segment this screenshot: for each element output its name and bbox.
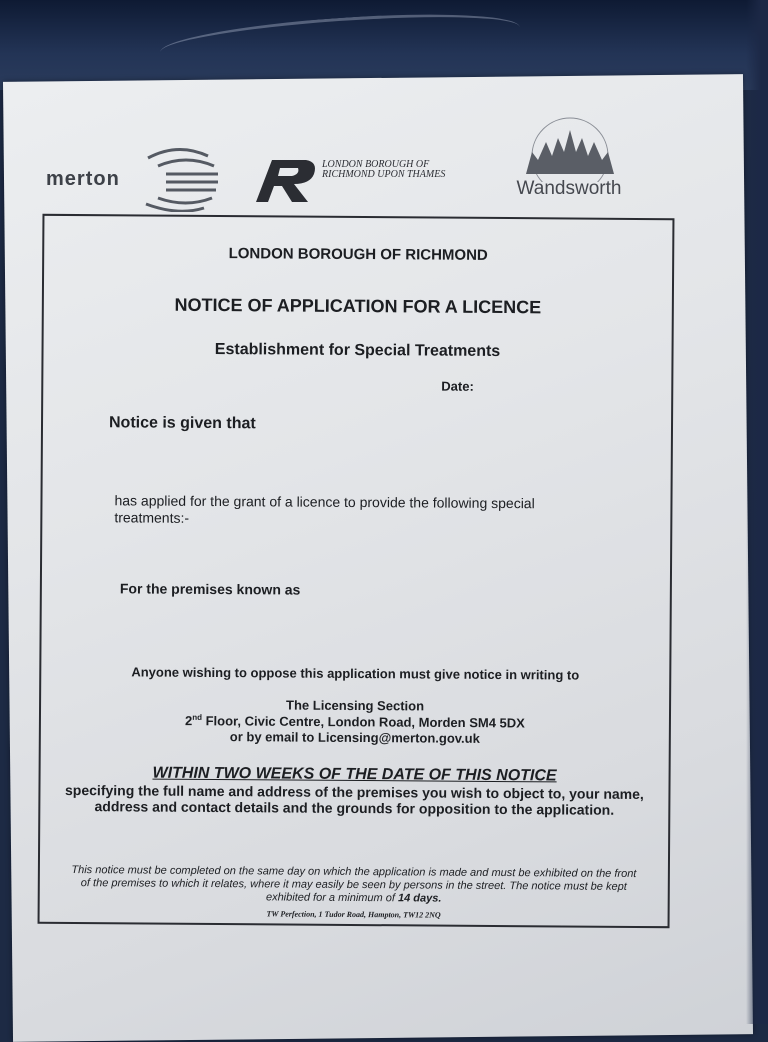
- establishment-type: Establishment for Special Treatments: [214, 341, 501, 361]
- notice-given-text: Notice is given that: [108, 414, 256, 433]
- richmond-text-line-2: RICHMOND UPON THAMES: [322, 169, 446, 180]
- oppose-text: Anyone wishing to oppose this application must give notice in writing to: [131, 664, 580, 683]
- licensing-email: or by email to Licensing@merton.gov.uk: [229, 729, 480, 746]
- wandsworth-logo: [494, 112, 644, 208]
- printer-credit: TW Perfection, 1 Tudor Road, Hampton, TW12 2NQ: [266, 909, 441, 920]
- date-label: Date:: [441, 378, 474, 394]
- wandsworth-skyline-icon: [512, 112, 628, 182]
- merton-logo: [46, 160, 226, 212]
- richmond-text-line-1: LONDON BOROUGH OF: [322, 159, 430, 170]
- small-print-days: 14 days.: [397, 892, 442, 905]
- premises-label: For the premises known as: [119, 580, 301, 598]
- two-weeks-warning: WITHIN TWO WEEKS OF THE DATE OF THIS NOTICE: [152, 764, 557, 785]
- notice-box: [38, 214, 675, 928]
- richmond-logo: [248, 158, 498, 204]
- address-text: Floor, Civic Centre, London Road, Morden SM4 5DX: [201, 713, 525, 731]
- floor-suffix: nd: [192, 712, 203, 722]
- window-frame-right: [746, 0, 768, 1024]
- richmond-text: [322, 160, 502, 180]
- merton-wordmark: merton: [46, 168, 120, 190]
- applied-text: has applied for the grant of a licence to provide the following special treatments:-: [114, 492, 535, 526]
- small-print-body: This notice must be completed on the same day on which the application is made and must be exhibited on the front of the premises to which it relates, where it may easily be seen by persons in the street. The notice must be kept exhibited for a minimum of: [71, 864, 637, 905]
- borough-title: LONDON BOROUGH OF RICHMOND: [228, 245, 488, 264]
- licensing-section-name: The Licensing Section: [286, 697, 425, 714]
- glass-reflection: [159, 5, 521, 73]
- merton-swirl-icon: [138, 142, 224, 212]
- objection-instructions: specifying the full name and address of the premises you wish to object to, your name, address and contact details and the grounds for opposition to the application.: [65, 781, 644, 818]
- wandsworth-wordmark: Wandsworth: [516, 178, 622, 199]
- richmond-r-icon: [248, 158, 318, 202]
- small-print: [40, 864, 668, 907]
- notice-heading: NOTICE OF APPLICATION FOR A LICENCE: [174, 294, 542, 318]
- floor-number: 2: [184, 713, 193, 729]
